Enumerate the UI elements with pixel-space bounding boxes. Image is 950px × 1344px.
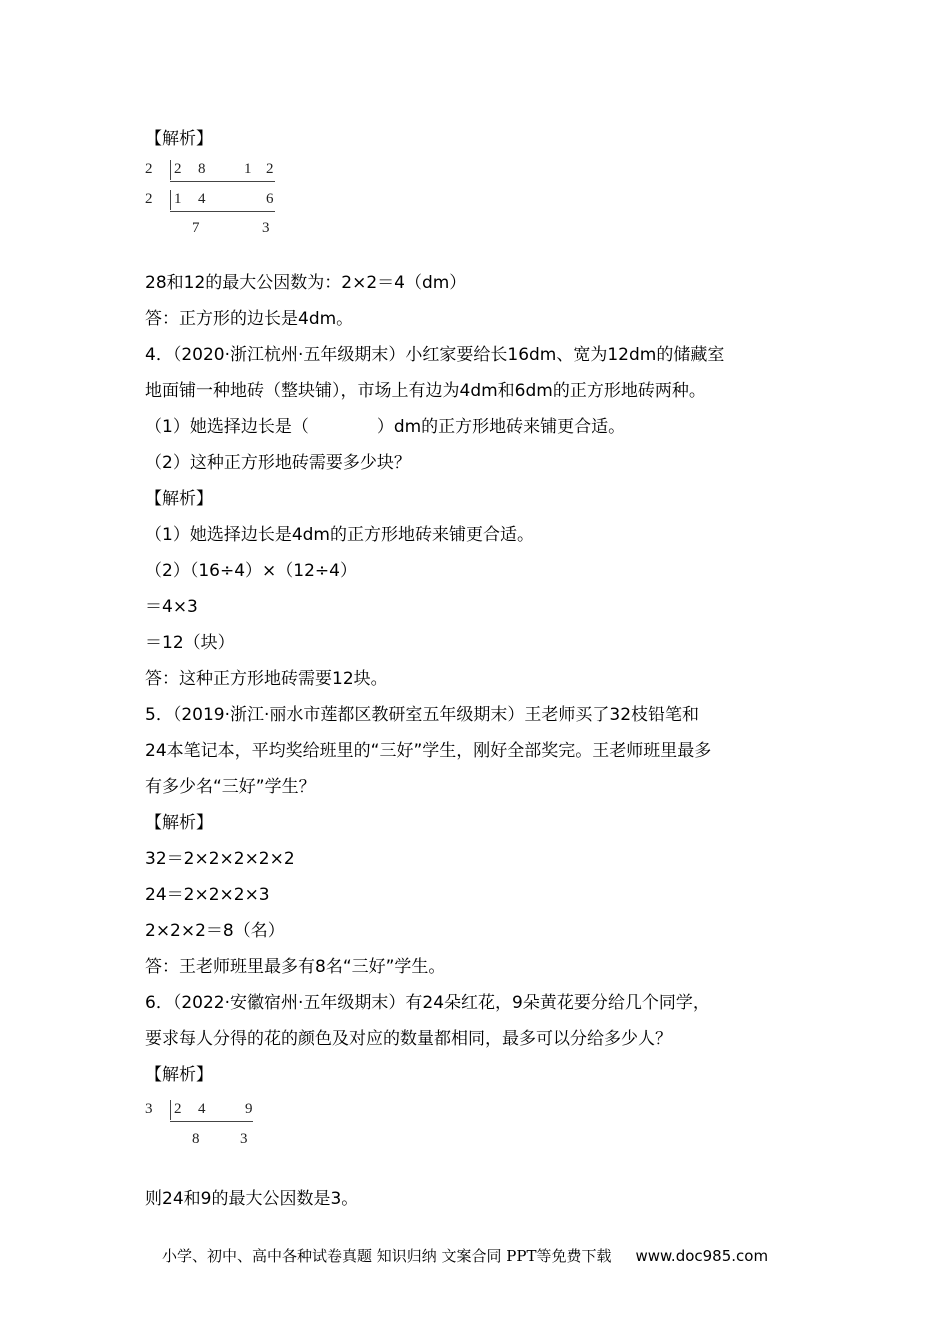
digit: 8: [198, 161, 206, 177]
division-line: [170, 211, 275, 212]
analysis-heading: 【解析】: [145, 129, 213, 149]
question-6-cont: 要求每人分得的花的颜色及对应的数量都相同，最多可以分给多少人？: [145, 1029, 672, 1049]
digit: 4: [198, 1101, 206, 1117]
digit: 2: [174, 1101, 182, 1117]
digit: 2: [174, 161, 182, 177]
text-line: 28和12的最大公因数为：2×2＝4（dm）: [145, 273, 467, 293]
question-4: 4．（2020·浙江杭州·五年级期末）小红家要给长16dm、宽为12dm的储藏室: [145, 345, 725, 365]
question-4-part-1: （1）她选择边长是（ ）dm的正方形地砖来铺更合适。: [145, 417, 626, 437]
divisor: 3: [145, 1101, 153, 1117]
digit: 9: [245, 1101, 253, 1117]
division-bracket: [170, 190, 171, 210]
digit: 1: [244, 161, 252, 177]
question-4-cont: 地面铺一种地砖（整块铺），市场上有边为4dm和6dm的正方形地砖两种。: [145, 381, 706, 401]
division-line: [170, 1121, 253, 1122]
question-4-part-2: （2）这种正方形地砖需要多少块？: [145, 453, 411, 473]
answer-line: 答：王老师班里最多有8名“三好”学生。: [145, 957, 446, 977]
quotient-digit: 8: [192, 1131, 200, 1147]
digit: 2: [266, 161, 274, 177]
division-bracket: [170, 1100, 171, 1120]
text-line: ＝4×3: [145, 597, 198, 617]
text-line: （2）（16÷4）×（12÷4）: [145, 561, 357, 581]
question-5: 5．（2019·浙江·丽水市莲都区教研室五年级期末）王老师买了32枝铅笔和: [145, 705, 700, 725]
quotient-digit: 7: [192, 220, 200, 236]
digit: 1: [174, 191, 182, 207]
question-6: 6．（2022·安徽宿州·五年级期末）有24朵红花，9朵黄花要分给几个同学，: [145, 993, 710, 1013]
question-5-cont: 24本笔记本，平均奖给班里的“三好”学生，刚好全部奖完。王老师班里最多: [145, 741, 712, 761]
text-line: 则24和9的最大公因数是3。: [145, 1189, 359, 1209]
analysis-heading: 【解析】: [145, 813, 213, 833]
division-line: [170, 181, 275, 182]
divisor: 2: [145, 161, 153, 177]
text-line: 2×2×2＝8（名）: [145, 921, 285, 941]
text-line: 24＝2×2×2×3: [145, 885, 270, 905]
question-5-cont: 有多少名“三好”学生？: [145, 777, 316, 797]
text-line: ＝12（块）: [145, 633, 235, 653]
analysis-heading: 【解析】: [145, 489, 213, 509]
answer-line: 答：正方形的边长是4dm。: [145, 309, 354, 329]
division-bracket: [170, 160, 171, 180]
digit: 4: [198, 191, 206, 207]
quotient-digit: 3: [262, 220, 270, 236]
digit: 6: [266, 191, 274, 207]
footer-site-link[interactable]: www.doc985.com: [635, 1247, 769, 1265]
divisor: 2: [145, 191, 153, 207]
page-footer: [162, 1245, 768, 1266]
answer-line: 答：这种正方形地砖需要12块。: [145, 669, 388, 689]
analysis-heading: 【解析】: [145, 1065, 213, 1085]
text-line: （1）她选择边长是4dm的正方形地砖来铺更合适。: [145, 525, 534, 545]
text-line: 32＝2×2×2×2×2: [145, 849, 295, 869]
quotient-digit: 3: [240, 1131, 248, 1147]
footer-text: 小学、初中、高中各种试卷真题 知识归纳 文案合同 PPT等免费下载: [162, 1247, 612, 1265]
